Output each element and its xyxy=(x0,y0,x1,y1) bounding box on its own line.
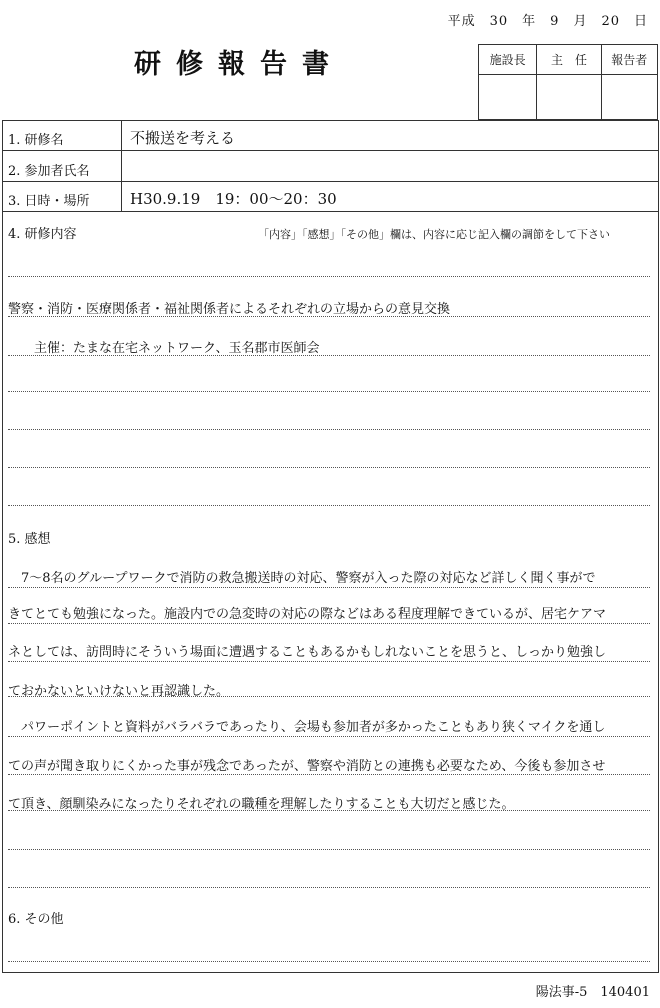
page-title: 研修報告書 xyxy=(134,49,344,80)
approval-col-reporter xyxy=(601,45,657,119)
stamp-box[interactable] xyxy=(479,75,536,119)
report-form xyxy=(2,120,659,973)
other-section-label: 6. その他 xyxy=(8,912,64,927)
approval-col-chief xyxy=(536,45,600,119)
impression-line: 7～8名のグループワークで消防の救急搬送時の対応、警察が入った際の対応など詳しく聞く事がで xyxy=(8,571,596,586)
training-name-row xyxy=(2,120,659,151)
ruled-line xyxy=(8,774,650,775)
ruled-line xyxy=(8,810,650,811)
stamp-box[interactable] xyxy=(602,75,657,119)
datetime-row xyxy=(2,182,659,212)
datetime-field[interactable]: H30.9.19 19：00～20：30 xyxy=(130,190,337,208)
impressions-section-label: 5. 感想 xyxy=(8,532,51,547)
impression-line: きてとても勉強になった。施設内での急変時の対応の際などはある程度理解できているが、居宅ケアマ xyxy=(8,607,607,622)
impression-line: ておかないといけないと再認識した。 xyxy=(8,684,230,699)
ruled-line xyxy=(8,276,650,277)
ruled-line xyxy=(8,316,650,317)
ruled-line xyxy=(8,391,650,392)
participants-field[interactable] xyxy=(122,151,130,181)
impression-line: ネとしては、訪問時にそういう場面に遭遇することもあるかもしれないことを思うと、しっかり勉強し xyxy=(8,645,607,660)
participants-label: 2. 参加者氏名 xyxy=(2,151,122,181)
content-line: 主催：たまな在宅ネットワーク、玉名郡市医師会 xyxy=(8,341,320,356)
ruled-line xyxy=(8,587,650,588)
instruction-note: 「内容」「感想」「その他」欄は、内容に応じ記入欄の調節をして下さい xyxy=(258,228,610,241)
approval-stamp-table xyxy=(478,44,658,120)
approval-col-director xyxy=(479,45,536,119)
report-date: 平成 30 年 9 月 20 日 xyxy=(447,14,648,29)
ruled-line xyxy=(8,355,650,356)
impression-line: ての声が聞き取りにくかった事が残念であったが、警察や消防との連携も必要なため、今後も参加させ xyxy=(8,759,606,774)
impression-line: て頂き、顔馴染みになったりそれぞれの職種を理解したりすることも大切だと感じた。 xyxy=(8,797,515,812)
training-name-label: 1. 研修名 xyxy=(2,120,122,150)
approval-header: 施設長 xyxy=(479,45,536,75)
ruled-line xyxy=(8,696,650,697)
ruled-line xyxy=(8,661,650,662)
ruled-line xyxy=(8,961,650,962)
datetime-label: 3. 日時・場所 xyxy=(2,182,122,211)
impression-line: パワーポイントと資料がバラバラであったり、会場も参加者が多かったこともあり狭くマイクを通し xyxy=(8,720,606,735)
form-code: 陽法事-5 140401 xyxy=(535,985,650,1000)
participants-row xyxy=(2,151,659,182)
training-name-field[interactable]: 不搬送を考える xyxy=(130,129,236,147)
content-section-label: 4. 研修内容 xyxy=(8,227,77,242)
approval-header: 報告者 xyxy=(602,45,657,75)
stamp-box[interactable] xyxy=(537,75,600,119)
ruled-line xyxy=(8,736,650,737)
ruled-line xyxy=(8,887,650,888)
ruled-line xyxy=(8,505,650,506)
approval-header: 主 任 xyxy=(537,45,600,75)
ruled-line xyxy=(8,467,650,468)
ruled-line xyxy=(8,849,650,850)
ruled-line xyxy=(8,623,650,624)
ruled-line xyxy=(8,429,650,430)
content-line: 警察・消防・医療関係者・福祉関係者によるそれぞれの立場からの意見交換 xyxy=(8,302,451,317)
